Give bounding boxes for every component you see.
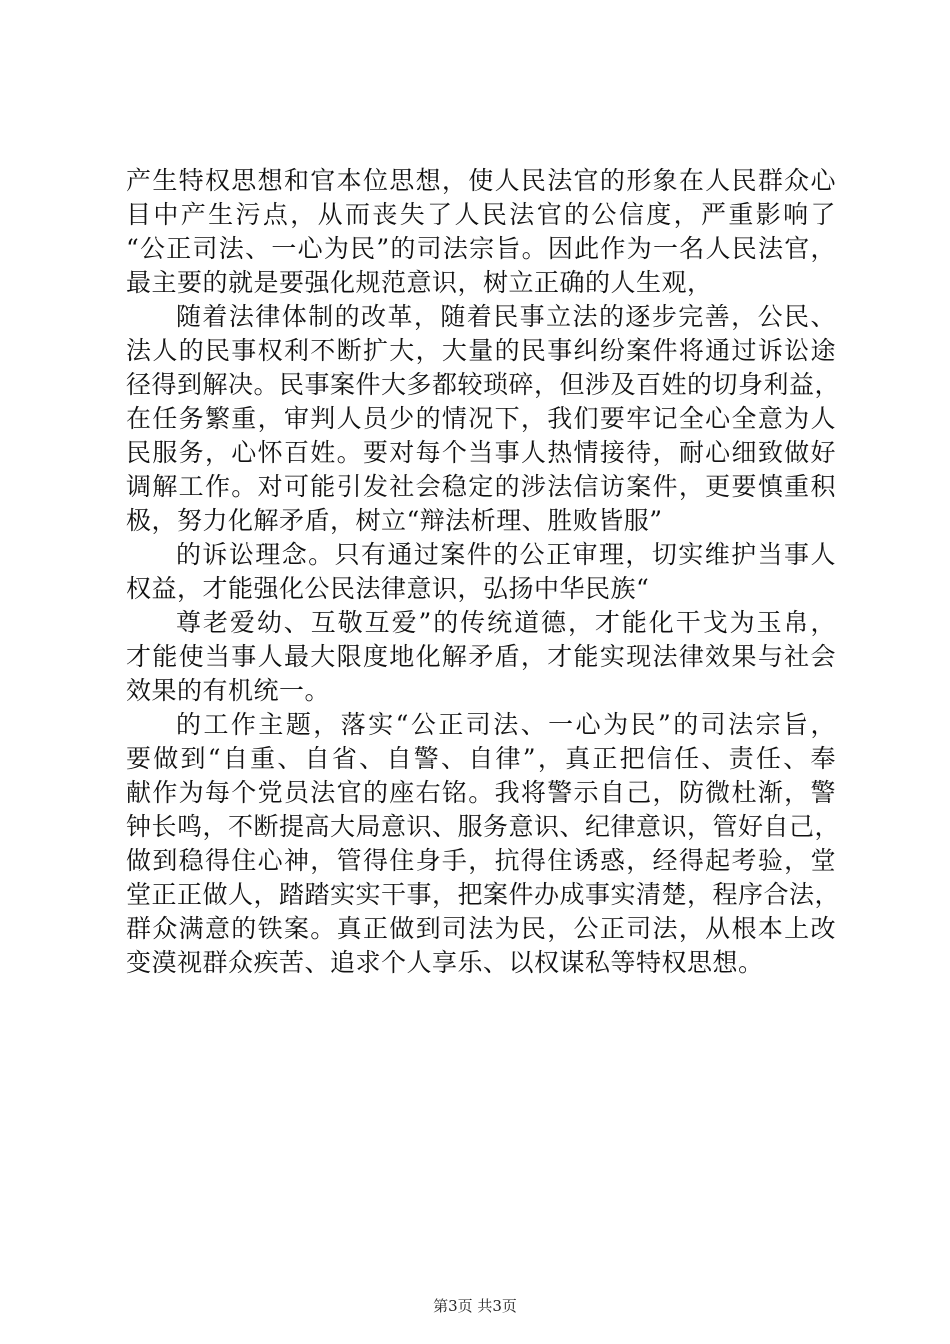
text-line: 最主要的就是要强化规范意识，树立正确的人生观， [126,268,713,297]
text-line: 民服务，心怀百姓。要对每个当事人热情接待，耐心细致做好 [126,438,836,467]
text-line: 法人的民事权利不断扩大，大量的民事纠纷案件将通过诉讼途 [126,336,836,365]
text-line: 径得到解决。民事案件大多都较琐碎，但涉及百姓的切身利益， [126,370,841,399]
text-line: 权益，才能强化公民法律意识，弘扬中华民族“ [126,574,650,603]
text-line: 的工作主题，落实“公正司法、一心为民”的司法宗旨， [176,710,836,739]
text-line: 尊老爱幼、互敬互爱”的传统道德，才能化干戈为玉帛， [176,608,836,637]
text-line: 极，努力化解矛盾，树立“辩法析理、胜败皆服” [126,506,663,535]
page-number-footer: 第3页 共3页 [433,1297,517,1315]
text-line: 献作为每个党员法官的座右铭。我将警示自己，防微杜渐，警 [126,778,836,807]
text-line: “公正司法、一心为民”的司法宗旨。因此作为一名人民法官， [126,234,836,263]
text-line: 群众满意的铁案。真正做到司法为民，公正司法，从根本上改 [126,914,836,943]
text-line: 随着法律体制的改革，随着民事立法的逐步完善，公民、 [176,302,836,331]
text-line: 才能使当事人最大限度地化解矛盾，才能实现法律效果与社会 [126,642,836,671]
text-line: 要做到“自重、自省、自警、自律”，真正把信任、责任、奉 [126,744,836,773]
text-line: 产生特权思想和官本位思想，使人民法官的形象在人民群众心 [126,166,836,195]
text-line: 在任务繁重，审判人员少的情况下，我们要牢记全心全意为人 [126,404,836,433]
text-line: 做到稳得住心神，管得住身手，抗得住诱惑，经得起考验，堂 [126,846,836,875]
text-line: 调解工作。对可能引发社会稳定的涉法信访案件，更要慎重积 [126,472,836,501]
text-line: 的诉讼理念。只有通过案件的公正审理，切实维护当事人 [176,540,836,569]
text-line: 目中产生污点，从而丧失了人民法官的公信度，严重影响了 [126,200,836,229]
text-line: 变漠视群众疾苦、追求个人享乐、以权谋私等特权思想。 [126,948,764,977]
text-line: 钟长鸣，不断提高大局意识、服务意识、纪律意识，管好自己， [126,812,841,841]
body-text [126,164,841,980]
text-line: 效果的有机统一。 [126,676,331,705]
text-line: 堂正正做人，踏踏实实干事，把案件办成事实清楚，程序合法， [126,880,841,909]
